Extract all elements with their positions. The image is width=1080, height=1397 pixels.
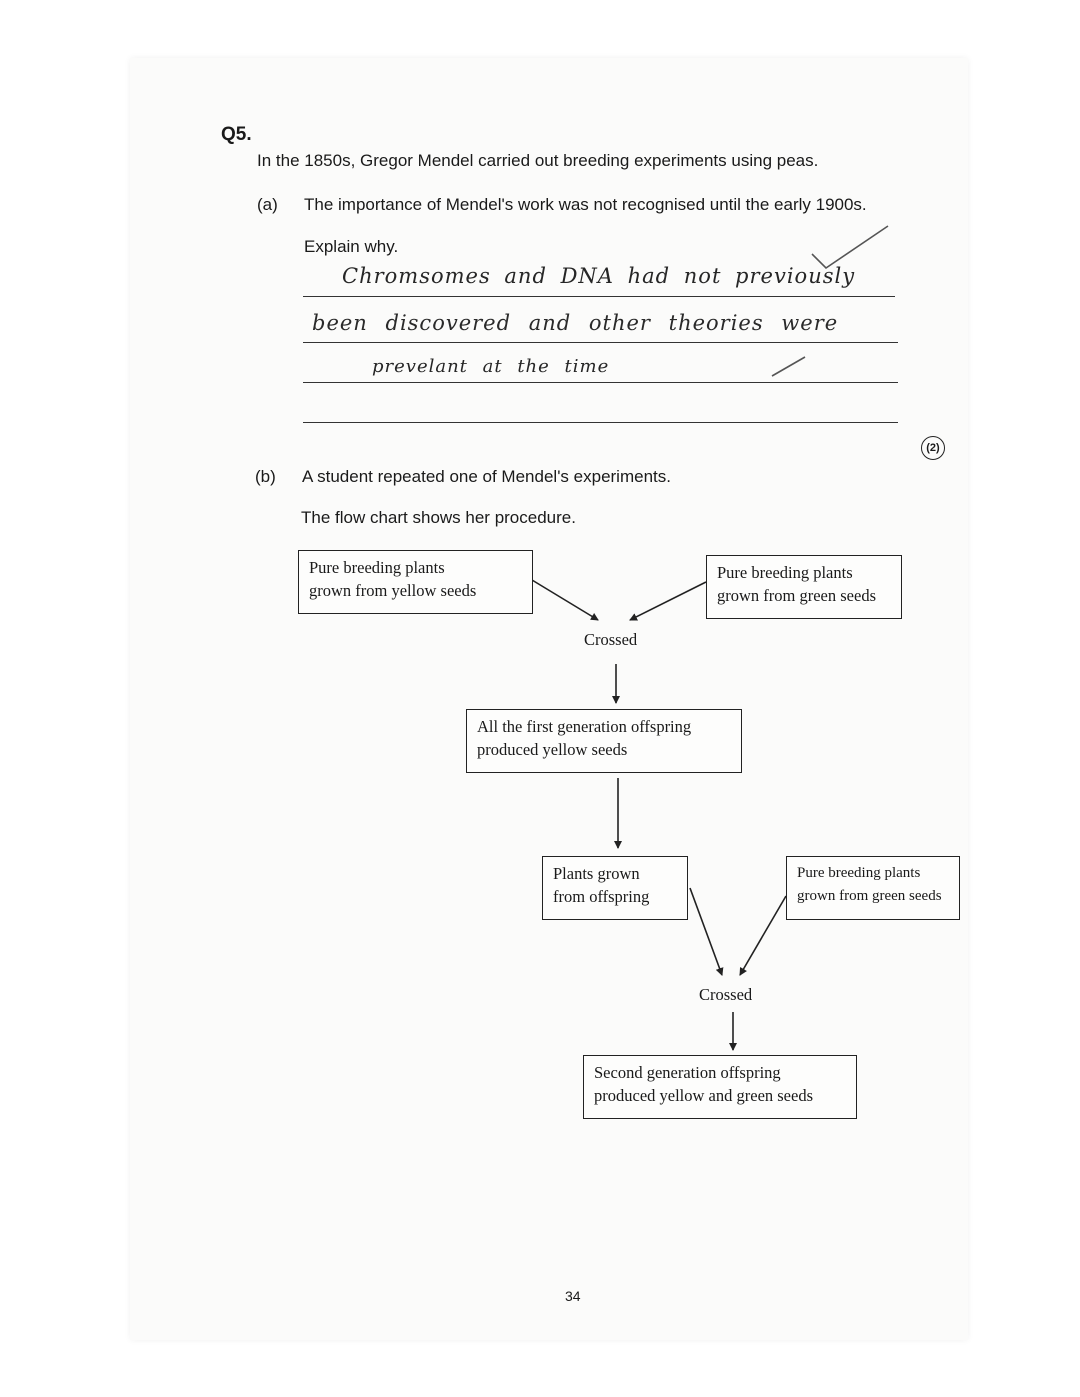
part-b-label: (b) (255, 467, 276, 486)
part-a-label: (a) (257, 195, 278, 214)
box-second-generation-line-1: Second generation offspring (594, 1063, 781, 1082)
marks-badge: (2) (921, 436, 945, 460)
box-first-generation-line-1: All the first generation offspring (477, 717, 692, 736)
box-green-parent (706, 555, 902, 619)
answer-line-1: Chromsomes and DNA had not previously (342, 264, 856, 288)
box-first-generation (466, 709, 742, 773)
box-plants-grown-line-2: from offspring (553, 887, 650, 906)
question-number: Q5. (221, 124, 252, 145)
box-yellow-parent (298, 550, 533, 614)
answer-line-2: been discovered and other theories were (312, 311, 839, 335)
question-intro: In the 1850s, Gregor Mendel carried out breeding experiments using peas. (257, 151, 819, 170)
label-crossed-1: Crossed (584, 630, 638, 649)
box-yellow-parent-line-1: Pure breeding plants (309, 558, 445, 577)
box-green-parent-line-1: Pure breeding plants (717, 563, 853, 582)
box-yellow-parent-line-2: grown from yellow seeds (309, 581, 477, 600)
box-plants-grown-line-1: Plants grown (553, 864, 640, 883)
box-first-generation-line-2: produced yellow seeds (477, 740, 628, 759)
box-green-parent-2 (786, 856, 960, 920)
box-green-parent-line-2: grown from green seeds (717, 586, 876, 605)
box-green-parent-2-line-1: Pure breeding plants (797, 865, 921, 881)
label-crossed-2: Crossed (699, 985, 753, 1004)
answer-line-3: prevelant at the time (372, 356, 610, 377)
box-green-parent-2-line-2: grown from green seeds (797, 888, 942, 904)
box-plants-grown (542, 856, 688, 920)
part-b-statement: A student repeated one of Mendel's experiments. (302, 467, 671, 486)
box-second-generation-line-2: produced yellow and green seeds (594, 1086, 814, 1105)
box-second-generation (583, 1055, 857, 1119)
page-number: 34 (565, 1288, 581, 1304)
part-a-statement: The importance of Mendel's work was not recognised until the early 1900s. (304, 195, 867, 214)
part-a-prompt: Explain why. (304, 237, 399, 256)
part-b-prompt: The flow chart shows her procedure. (301, 508, 576, 527)
